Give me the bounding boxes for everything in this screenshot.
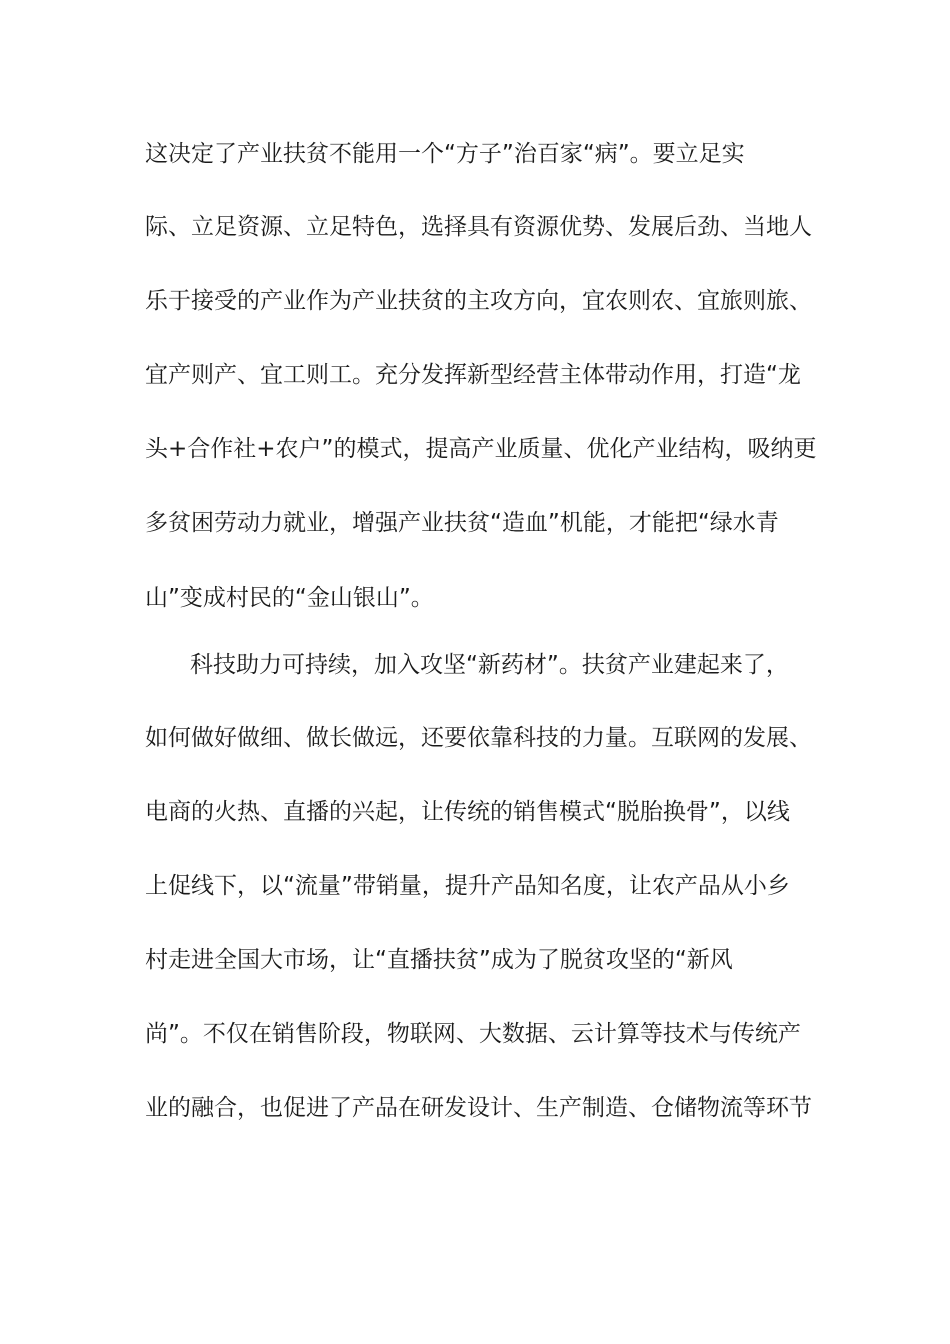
text-line: 山”变成村民的“金山银山”。 [145,585,434,611]
text-line: 乐于接受的产业作为产业扶贫的主攻方向，宜农则农、宜旅则旅、 [145,288,812,314]
text-line: 电商的火热、直播的兴起，让传统的销售模式“脱胎换骨”，以线 [145,799,790,825]
text-line: 村走进全国大市场，让“直播扶贫”成为了脱贫攻坚的“新风 [145,947,733,973]
text-line: 如何做好做细、做长做远，还要依靠科技的力量。互联网的发展、 [145,725,812,751]
text-line: 头+合作社+农户”的模式，提高产业质量、优化产业结构，吸纳更 [145,436,817,462]
text-line: 业的融合，也促进了产品在研发设计、生产制造、仓储物流等环节 [145,1095,812,1121]
text-line: 际、立足资源、立足特色，选择具有资源优势、发展后劲、当地人 [145,214,812,240]
text-line: 尚”。不仅在销售阶段，物联网、大数据、云计算等技术与传统产 [145,1021,801,1047]
text-line: 上促线下，以“流量”带销量，提升产品知名度，让农产品从小乡 [145,873,790,899]
text-line: 宜产则产、宜工则工。充分发挥新型经营主体带动作用，打造“龙 [145,362,801,388]
text-line: 这决定了产业扶贫不能用一个“方子”治百家“病”。要立足实 [145,141,745,167]
paragraph-first-line: 科技助力可持续，加入攻坚“新药材”。扶贫产业建起来了， [190,652,789,678]
text-line: 多贫困劳动力就业，增强产业扶贫“造血”机能，才能把“绿水青 [145,510,779,536]
